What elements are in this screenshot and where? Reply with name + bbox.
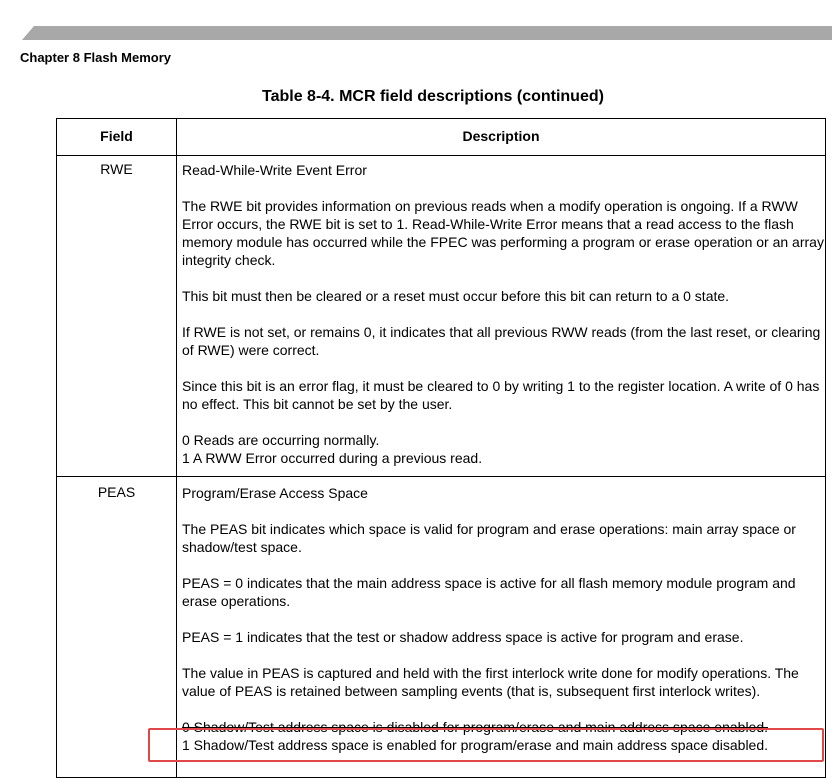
mcr-field-table bbox=[56, 118, 826, 778]
description-paragraph: The value in PEAS is captured and held with the first interlock write done for modify operations. The value of PEAS is retained between sampling events (that is, subsequent first interlock writes). bbox=[182, 665, 799, 699]
description-paragraph: PEAS = 0 indicates that the main address space is active for all flash memory module program and erase operations. bbox=[182, 575, 796, 609]
field-name-peas: PEAS bbox=[97, 484, 136, 500]
description-paragraph: The RWE bit provides information on previous reads when a modify operation is ongoing. If a RWW Error occurs, the RWE bit is set to 1. Read-While-Write Error means that a read access to the flash memory module has occurred while the FPEC was performing a program or erase operation or an array integrity check. bbox=[182, 198, 824, 268]
table-title: Table 8-4. MCR field descriptions (continued) bbox=[262, 88, 604, 105]
row-divider bbox=[57, 476, 825, 477]
description-title: Read-While-Write Event Error bbox=[182, 162, 367, 178]
description-peas bbox=[182, 484, 824, 754]
column-header-field: Field bbox=[100, 128, 133, 144]
header-divider bbox=[57, 155, 825, 156]
description-paragraph: If RWE is not set, or remains 0, it indicates that all previous RWW reads (from the last reset, or clearing of RWE) were correct. bbox=[182, 324, 821, 358]
option-value-0: 0 Reads are occurring normally. bbox=[182, 432, 380, 448]
option-value-1: 1 A RWW Error occurred during a previous read. bbox=[182, 450, 483, 466]
description-paragraph: This bit must then be cleared or a reset must occur before this bit can return to a 0 state. bbox=[182, 288, 730, 304]
description-paragraph: Since this bit is an error flag, it must be cleared to 0 by writing 1 to the register location. A write of 0 has no effect. This bit cannot be set by the user. bbox=[182, 378, 820, 412]
option-value-1: 1 Shadow/Test address space is enabled for program/erase and main address space disabled. bbox=[182, 737, 769, 753]
description-rwe bbox=[182, 161, 824, 467]
option-value-0: 0 Shadow/Test address space is disabled for program/erase and main address space enabled. bbox=[182, 719, 769, 735]
description-title: Program/Erase Access Space bbox=[182, 485, 368, 501]
column-divider bbox=[176, 119, 177, 777]
value-options bbox=[182, 431, 824, 467]
description-paragraph: The PEAS bit indicates which space is valid for program and erase operations: main array space or shadow/test space. bbox=[182, 521, 796, 555]
header-bar bbox=[22, 26, 832, 40]
field-name-rwe: RWE bbox=[100, 161, 133, 177]
highlight-box bbox=[148, 728, 824, 762]
chapter-heading: Chapter 8 Flash Memory bbox=[20, 50, 171, 65]
description-paragraph: PEAS = 1 indicates that the test or shadow address space is active for program and erase. bbox=[182, 629, 744, 645]
column-header-description: Description bbox=[462, 128, 540, 144]
